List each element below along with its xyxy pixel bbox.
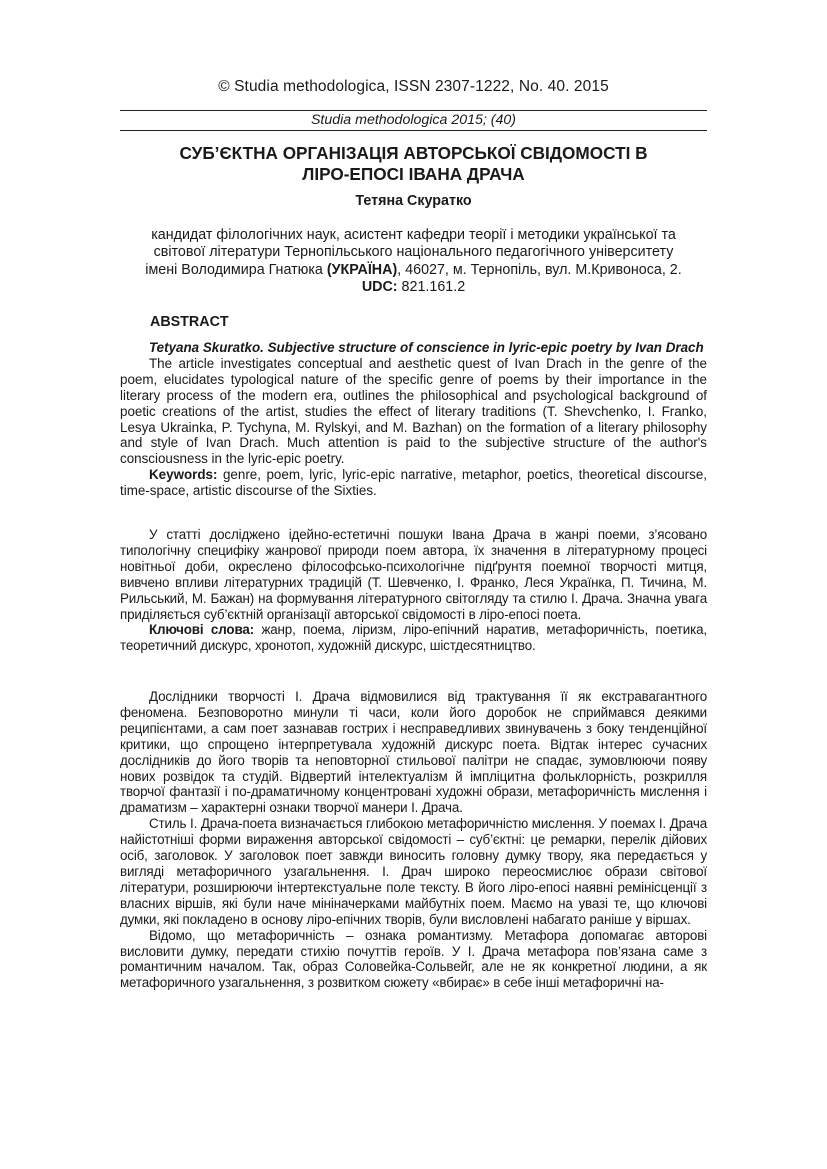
abstract-heading: ABSTRACT xyxy=(150,314,229,330)
english-keywords xyxy=(120,467,707,499)
udc-value: 821.161.2 xyxy=(397,279,466,296)
ukrainian-keywords xyxy=(120,622,707,654)
affiliation-line-3 xyxy=(120,262,707,279)
author-name: Тетяна Скуратко xyxy=(355,193,472,209)
article-title xyxy=(120,143,707,185)
running-head: Studia methodologica 2015; (40) xyxy=(120,110,707,131)
ukrainian-keywords-text: жанр, поема, ліризм, ліро-епічний наратив, метафоричність, поетика, теоретичний дискурс, хронотоп, художній дискурс, шістдесятництво. xyxy=(120,622,707,654)
english-keywords-label: Keywords: xyxy=(149,467,218,483)
author-affiliation xyxy=(120,227,707,297)
affiliation-line-1: кандидат філологічних наук, асистент кафедри теорії і методики української та xyxy=(151,227,676,243)
article-title-line-2: ЛІРО-ЕПОСІ ІВАНА ДРАЧА xyxy=(302,164,525,184)
affiliation-country: (УКРАЇНА) xyxy=(326,261,398,278)
journal-copyright-line: © Studia methodologica, ISSN 2307-1222, No. 40. 2015 xyxy=(218,78,609,95)
english-abstract xyxy=(120,340,707,499)
body-paragraph-2: Стиль І. Драча-поета визначається глибокою метафоричністю мислення. У поемах І. Драча найістотніші форми вираження авторської свідомості – суб’єктні: це ремарки, перелік дійових осіб, заголовок. У заголовок поет завжди виносить головну думку твору, яка передається у вигляді метафоричного узагальнення. І. Драч широко переосмислює образи світової літератури, розширюючи інтертекстуальне поле тексту. В його ліро-епосі наявні ремінісценції з власних віршів, які були наче мініначерками майбутніх поем. Маємо на увазі те, що ключові думки, які покладено в основу ліро-епічних творів, були висловлені набагато раніше у віршах. xyxy=(120,816,707,927)
ukrainian-abstract-text: У статті досліджено ідейно-естетичні пошуки Івана Драча в жанрі поеми, з’ясовано типологічну специфіку жанрової природи поем автора, їх значення в літературному процесі новітньої доби, окреслено філософсько-психологічне підґрунтя поемної творчості митця, вивчено впливи літературних традицій (Т. Шевченко, І. Франко, Леся Українка, П. Тичина, М. Рильський, М. Бажан) на формування літературного світогляду та стилю І. Драча. Значна увага приділяється суб’єктній організації авторської свідомості в ліро-епосі поета. xyxy=(120,527,707,622)
udc-line xyxy=(120,279,707,296)
affiliation-university: імені Володимира Гнатюка xyxy=(145,261,323,278)
ukrainian-abstract xyxy=(120,527,707,654)
affiliation-address: , 46027, м. Тернопіль, вул. М.Кривоноса, 2. xyxy=(397,261,682,278)
english-abstract-title: Tetyana Skuratko. Subjective structure of conscience in lyric-epic poetry by Ivan Drach xyxy=(149,340,704,355)
article-body xyxy=(120,689,707,991)
article-title-line-1: СУБ’ЄКТНА ОРГАНІЗАЦІЯ АВТОРСЬКОЇ СВІДОМОСТІ В xyxy=(179,143,648,163)
udc-label: UDC: xyxy=(361,279,398,296)
affiliation-line-2: світової літератури Тернопільського національного педагогічного університету xyxy=(153,244,674,261)
body-paragraph-3: Відомо, що метафоричність – ознака романтизму. Метафора допомагає авторові висловити думку, передати стихію почуттів героїв. У І. Драча метафора пов’язана саме з романтичним началом. Так, образ Соловейка-Сольвейг, але не як конкретної людини, а як метафоричного узагальнення, з розвитком сюжету «вбирає» в себе інші метафоричні на- xyxy=(120,927,707,991)
body-paragraph-1: Дослідники творчості І. Драча відмовилися від трактування її як екстравагантного феномена. Безповоротно минули ті часи, коли його доробок не сприймався деякими реципієнтами, а сам поет зазнавав гострих і несправедливих звинувачень з боку тенденційної критики, що спрощено інтерпретувала художній дискурс поета. Відтак інтерес сучасних дослідників до його творів та неповторної стильової палітри не спадає, зумовлюючи появу нових розвідок та студій. Відвертий інтелектуалізм й імпліцитна фольклорність, розкрилля творчої фантазії і по-драматичному концентровані художні образи, метафоричність мислення і драматизм – характерні ознаки творчої манери І. Драча. xyxy=(120,689,707,816)
ukrainian-keywords-label: Ключові слова: xyxy=(149,622,254,638)
english-keywords-text: genre, poem, lyric, lyric-epic narrative, metaphor, poetics, theoretical discourse, time-space, artistic discourse of the Sixties. xyxy=(120,467,707,499)
english-abstract-text: The article investigates conceptual and aesthetic quest of Ivan Drach in the genre of the poem, elucidates typological nature of the specific genre of poems by their importance in the literary process of the modern era, outlines the philosophical and psychological background of poetic creations of the artist, studies the effect of literary traditions (T. Shevchenko, I. Franko, Lesya Ukrainka, P. Tychyna, M. Rylskyi, and M. Bazhan) on the formation of a literary philosophy and style of Ivan Drach. Much attention is paid to the subjective structure of the author's consciousness in the lyric-epic poetry. xyxy=(120,355,707,467)
